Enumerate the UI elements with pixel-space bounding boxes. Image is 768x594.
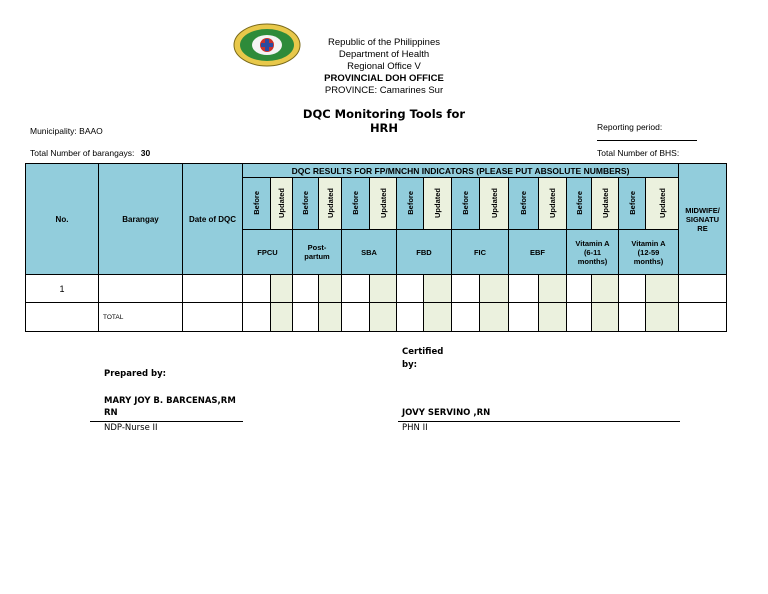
updated-label: Updated bbox=[378, 187, 388, 218]
header-updated-5 bbox=[539, 178, 567, 230]
before-cell[interactable] bbox=[342, 275, 370, 303]
certified-by-label: Certified by: bbox=[402, 347, 444, 370]
before-cell[interactable] bbox=[397, 303, 424, 332]
header-before-7 bbox=[619, 178, 646, 230]
row-date bbox=[183, 303, 243, 332]
updated-cell[interactable] bbox=[646, 275, 679, 303]
updated-label: Updated bbox=[489, 187, 499, 218]
municipality-line bbox=[30, 126, 103, 136]
before-cell[interactable] bbox=[509, 303, 539, 332]
prepared-name-line2: RN bbox=[104, 408, 118, 418]
region-text: Regional Office V bbox=[347, 61, 421, 72]
table-row bbox=[26, 303, 727, 332]
indicator-header: FIC bbox=[452, 230, 509, 275]
col-header-midwife: MIDWIFE/ SIGNATU RE bbox=[679, 164, 727, 275]
before-label: Before bbox=[351, 190, 360, 215]
before-cell[interactable] bbox=[342, 303, 370, 332]
before-cell[interactable] bbox=[243, 275, 271, 303]
barangays-value: 30 bbox=[140, 148, 151, 158]
updated-cell[interactable] bbox=[319, 303, 342, 332]
updated-cell[interactable] bbox=[480, 303, 509, 332]
indicator-header: SBA bbox=[342, 230, 397, 275]
header-updated-6 bbox=[592, 178, 619, 230]
table-row bbox=[26, 275, 727, 303]
header-updated-2 bbox=[370, 178, 397, 230]
before-cell[interactable] bbox=[567, 275, 592, 303]
updated-cell[interactable] bbox=[370, 303, 397, 332]
department-text: Department of Health bbox=[338, 49, 430, 60]
header-updated-3 bbox=[424, 178, 452, 230]
updated-label: Updated bbox=[325, 187, 335, 218]
certified-position: PHN II bbox=[402, 423, 428, 433]
reporting-period-label: Reporting period: bbox=[597, 122, 663, 132]
header-updated-7 bbox=[646, 178, 679, 230]
updated-cell[interactable] bbox=[370, 275, 397, 303]
before-cell[interactable] bbox=[567, 303, 592, 332]
indicator-header: EBF bbox=[509, 230, 567, 275]
before-label: Before bbox=[574, 190, 584, 215]
before-cell[interactable] bbox=[509, 275, 539, 303]
updated-cell[interactable] bbox=[539, 303, 567, 332]
row-barangay bbox=[99, 275, 183, 303]
updated-cell[interactable] bbox=[271, 303, 293, 332]
updated-cell[interactable] bbox=[424, 303, 452, 332]
certified-name: JOVY SERVINO ,RN bbox=[402, 408, 491, 418]
indicator-header: FBD bbox=[397, 230, 452, 275]
header-before-1 bbox=[293, 178, 319, 230]
before-cell[interactable] bbox=[619, 303, 646, 332]
header-updated-1 bbox=[319, 178, 342, 230]
updated-cell[interactable] bbox=[480, 275, 509, 303]
col-header-barangay: Barangay bbox=[99, 164, 183, 275]
before-cell[interactable] bbox=[452, 275, 480, 303]
row-no bbox=[26, 303, 99, 332]
republic-text: Republic of the Philippines bbox=[328, 37, 440, 48]
col-header-date: Date of DQC bbox=[183, 164, 243, 275]
updated-cell[interactable] bbox=[592, 303, 619, 332]
header-before-0 bbox=[243, 178, 271, 230]
updated-cell[interactable] bbox=[271, 275, 293, 303]
bhs-label: Total Number of BHS: bbox=[597, 148, 680, 158]
updated-label: Updated bbox=[657, 187, 667, 218]
indicator-header: Post- partum bbox=[293, 230, 342, 275]
barangays-line bbox=[30, 148, 150, 158]
before-cell[interactable] bbox=[452, 303, 480, 332]
reporting-period-line bbox=[597, 140, 697, 141]
before-label: Before bbox=[252, 190, 261, 215]
before-cell[interactable] bbox=[293, 303, 319, 332]
letterhead bbox=[300, 37, 468, 97]
before-cell[interactable] bbox=[293, 275, 319, 303]
row-no: 1 bbox=[26, 275, 99, 303]
doh-seal-logo bbox=[233, 23, 301, 67]
before-cell[interactable] bbox=[397, 275, 424, 303]
before-label: Before bbox=[405, 190, 415, 215]
col-header-no: No. bbox=[26, 164, 99, 275]
header-before-6 bbox=[567, 178, 592, 230]
updated-cell[interactable] bbox=[539, 275, 567, 303]
before-label: Before bbox=[519, 190, 528, 215]
before-cell[interactable] bbox=[619, 275, 646, 303]
prepared-position: NDP-Nurse II bbox=[104, 423, 158, 433]
row-date bbox=[183, 275, 243, 303]
updated-cell[interactable] bbox=[424, 275, 452, 303]
office-text: PROVINCIAL DOH OFFICE bbox=[324, 73, 444, 84]
dqc-table bbox=[25, 163, 727, 332]
updated-label: Updated bbox=[548, 187, 557, 218]
prepared-by-label: Prepared by: bbox=[104, 369, 167, 379]
indicator-header: FPCU bbox=[243, 230, 293, 275]
updated-cell[interactable] bbox=[646, 303, 679, 332]
before-label: Before bbox=[461, 190, 470, 215]
header-before-5 bbox=[509, 178, 539, 230]
province-text: PROVINCE: Camarines Sur bbox=[324, 85, 444, 96]
updated-cell[interactable] bbox=[592, 275, 619, 303]
prepared-signature-line bbox=[90, 421, 243, 422]
group-header: DQC RESULTS FOR FP/MNCHN INDICATORS (PLEASE PUT ABSOLUTE NUMBERS) bbox=[243, 164, 679, 178]
updated-cell[interactable] bbox=[319, 275, 342, 303]
midwife-signature-cell[interactable] bbox=[679, 303, 727, 332]
header-updated-4 bbox=[480, 178, 509, 230]
prepared-name bbox=[104, 395, 236, 419]
barangays-label: Total Number of barangays: bbox=[30, 148, 135, 158]
municipality-value: BAAO bbox=[79, 126, 103, 136]
header-updated-0 bbox=[271, 178, 293, 230]
updated-label: Updated bbox=[277, 187, 286, 218]
midwife-signature-cell[interactable] bbox=[679, 275, 727, 303]
header-before-4 bbox=[452, 178, 480, 230]
updated-label: Updated bbox=[433, 187, 442, 218]
header-before-3 bbox=[397, 178, 424, 230]
before-label: Before bbox=[301, 190, 310, 215]
certified-signature-line bbox=[398, 421, 680, 422]
updated-label: Updated bbox=[600, 187, 610, 218]
prepared-name-line1: MARY JOY B. BARCENAS,RM bbox=[104, 396, 236, 406]
indicator-header: Vitamin A (6-11 months) bbox=[567, 230, 619, 275]
before-label: Before bbox=[627, 190, 637, 215]
indicator-header: Vitamin A (12-59 months) bbox=[619, 230, 679, 275]
municipality-label: Municipality: bbox=[30, 126, 77, 136]
document-title: DQC Monitoring Tools for HRH bbox=[302, 107, 466, 135]
header-before-2 bbox=[342, 178, 370, 230]
before-cell[interactable] bbox=[243, 303, 271, 332]
row-barangay: TOTAL bbox=[99, 303, 183, 332]
